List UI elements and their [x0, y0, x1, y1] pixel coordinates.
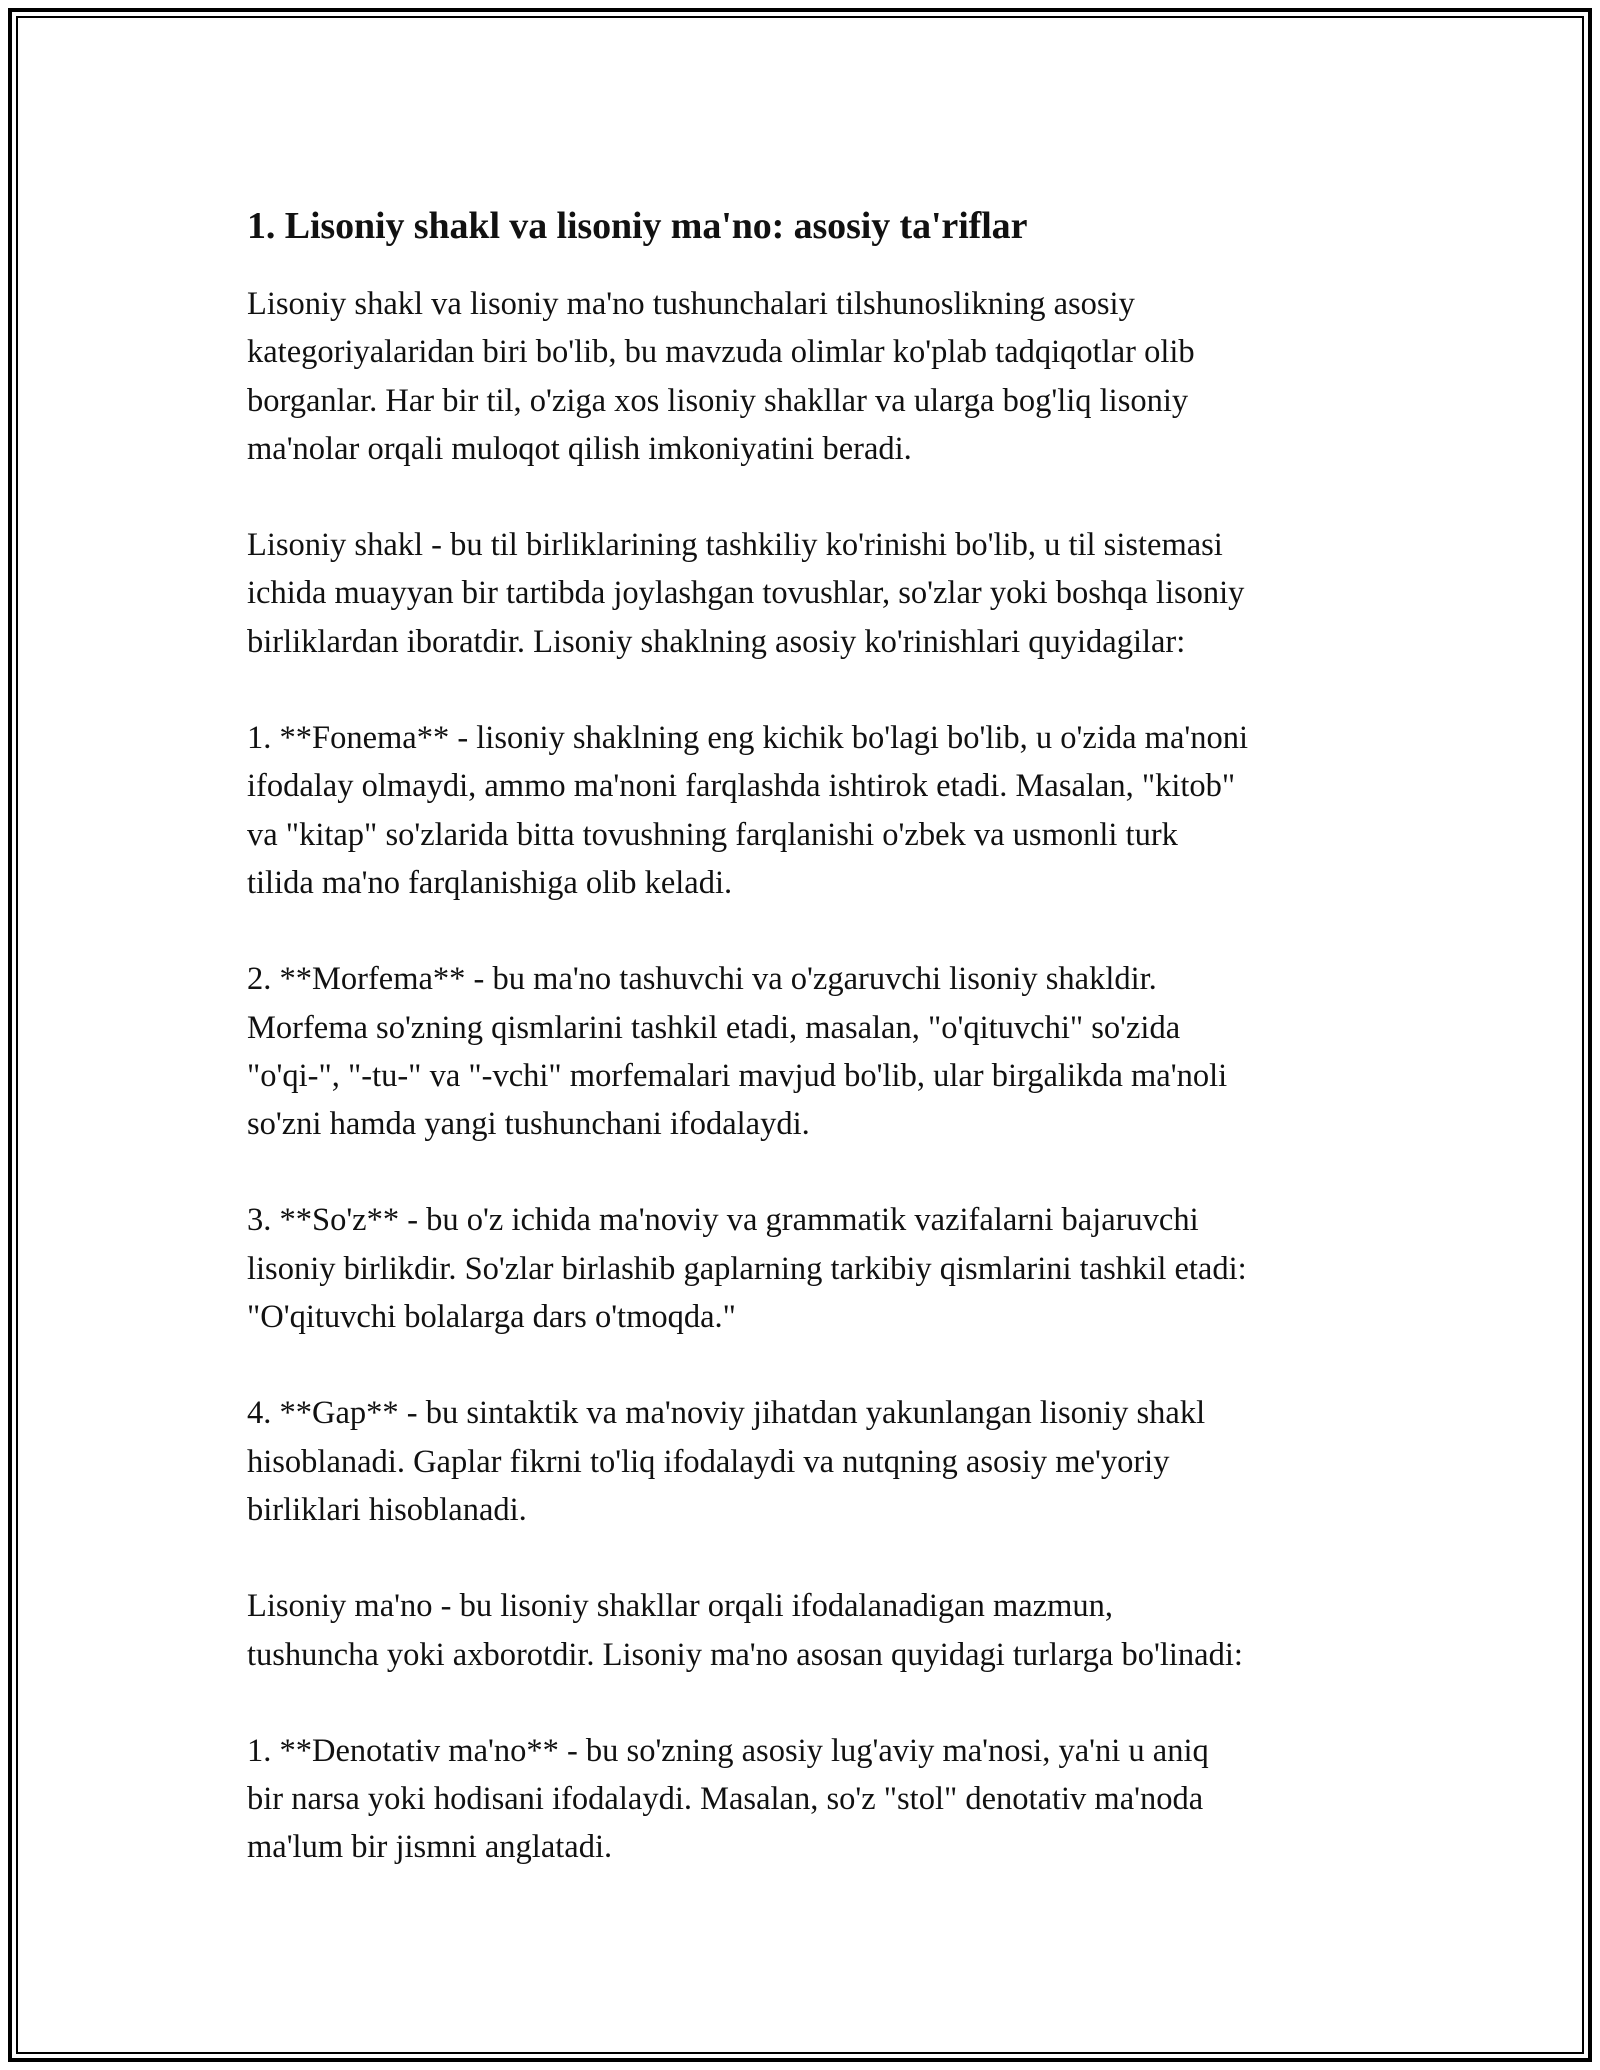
paragraph-lisoniy-mano: Lisoniy ma'no - bu lisoniy shakllar orqali ifodalanadigan mazmun, tushuncha yoki axborotdir. Lisoniy ma'no asosan quyidagi turlarga bo'linadi: [247, 1588, 1243, 1673]
document-body [247, 200, 1397, 1920]
list-item-denotativ: 1. **Denotativ ma'no** - bu so'zning asosiy lug'aviy ma'nosi, ya'ni u aniq bir narsa yoki hodisani ifodalaydi. Masalan, so'z "stol" denotativ ma'noda ma'lum bir jismni anglatadi. [247, 1732, 1209, 1866]
paragraph-lisoniy-shakl: Lisoniy shakl - bu til birliklarining tashkiliy ko'rinishi bo'lib, u til sistemasi ichida muayyan bir tartibda joylashgan tovushlar, so'zlar yoki boshqa lisoniy birliklardan iboratdir. Lisoniy shaklning asosiy ko'rinishlari quyidagilar: [247, 527, 1245, 660]
paragraph-intro: Lisoniy shakl va lisoniy ma'no tushunchalari tilshunoslikning asosiy kategoriyalaridan biri bo'lib, bu mavzuda olimlar ko'plab tadqiqotlar olib borganlar. Har bir til, o'ziga xos lisoniy shakllar va ularga bog'liq lisoniy ma'nolar orqali muloqot qilish imkoniyatini beradi. [247, 286, 1195, 467]
page-border [8, 8, 1592, 2062]
list-item-soz: 3. **So'z** - bu o'z ichida ma'noviy va grammatik vazifalarni bajaruvchi lisoniy birlikdir. So'zlar birlashib gaplarning tarkibiy qismlarini tashkil etadi: "O'qituvchi bolalarga dars o'tmoqda." [247, 1202, 1247, 1336]
list-item-gap: 4. **Gap** - bu sintaktik va ma'noviy jihatdan yakunlangan lisoniy shakl hisoblanadi. Gaplar fikrni to'liq ifodalaydi va nutqning asosiy me'yoriy birliklari hisoblanadi. [247, 1395, 1206, 1528]
list-item-fonema: 1. **Fonema** - lisoniy shaklning eng kichik bo'lagi bo'lib, u o'zida ma'noni ifodalay olmaydi, ammo ma'noni farqlashda ishtirok etadi. Masalan, "kitob" va "kitap" so'zlarida bitta tovushning farqlanishi o'zbek va usmonli turk tilida ma'no farqlanishiga olib keladi. [247, 720, 1249, 901]
section-heading: 1. Lisoniy shakl va lisoniy ma'no: asosiy ta'riflar [247, 205, 1028, 247]
list-item-morfema: 2. **Morfema** - bu ma'no tashuvchi va o'zgaruvchi lisoniy shakldir. Morfema so'zning qismlarini tashkil etadi, masalan, "o'qituvchi" so'zida "o'qi-", "-tu-" va "-vchi" morfemalari mavjud bo'lib, ular birgalikda ma'noli so'zni hamda yangi tushunchani ifodalaydi. [247, 961, 1228, 1143]
